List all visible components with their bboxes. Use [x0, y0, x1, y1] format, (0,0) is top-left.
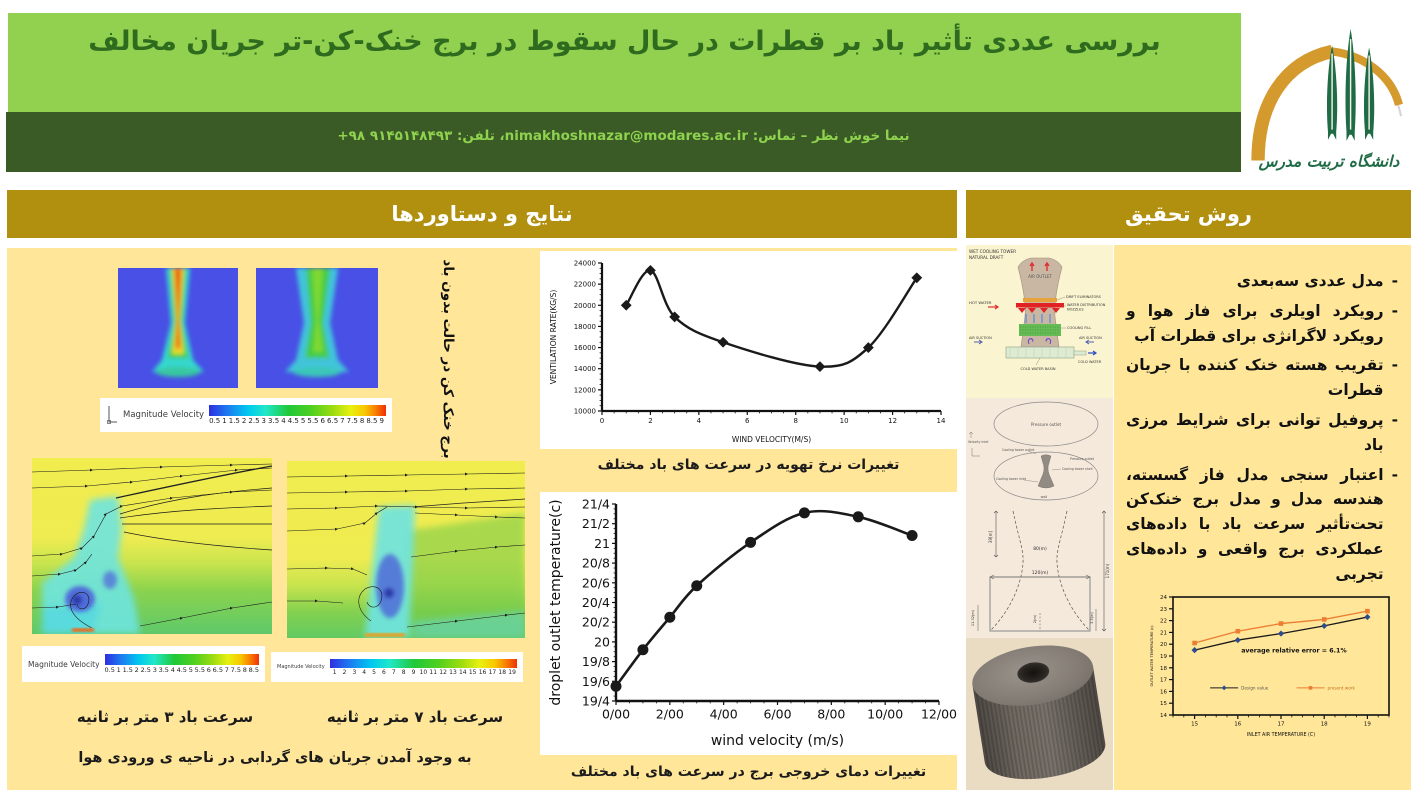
svg-text:0/00: 0/00 [601, 706, 631, 722]
cfd-streamlines-wind-7ms [287, 461, 525, 638]
colorbar-title: Magnitude Velocity [28, 659, 100, 669]
svg-text:18: 18 [1320, 721, 1328, 728]
svg-text:wind velocity (m/s): wind velocity (m/s) [710, 733, 845, 749]
svg-text:21/2: 21/2 [581, 516, 610, 532]
colorbar-ticks: 0.5 1 1.5 2 2.5 3 3.5 4 4.5 5 5.5 6 6.5 7 7.5 8 8.5 [104, 666, 260, 674]
mesh-domain-image [966, 638, 1113, 790]
svg-text:COOLING FILL: COOLING FILL [1067, 326, 1092, 330]
contact-info: نیما خوش نظر – تماس: nimakhoshnazar@modares.ac.ir، تلفن: ‎+۹۸ ۹۱۴۵۱۴۸۴۹۳ [337, 128, 910, 144]
colorbar-no-wind [100, 398, 392, 432]
axes-triad-icon [106, 404, 118, 426]
svg-text:120(m): 120(m) [1031, 571, 1049, 576]
svg-text:19/8: 19/8 [581, 654, 610, 670]
svg-text:20000: 20000 [573, 301, 596, 310]
caption-vortex: به وجود آمدن جریان های گردابی در ناحیه ی ورودی هوا [78, 750, 472, 766]
svg-text:19: 19 [1363, 721, 1371, 728]
caption-wind-3ms: سرعت باد ۳ متر بر ثانیه [76, 708, 254, 726]
method-section-title: روش تحقیق [1124, 202, 1253, 226]
no-wind-vertical-label: برج خنک کن در حالت بدون باد [440, 259, 456, 459]
svg-text:6: 6 [745, 417, 750, 425]
svg-text:INLET AIR TEMPERATURE (C): INLET AIR TEMPERATURE (C) [1246, 733, 1316, 738]
method-bullet: - رویکرد اویلری برای فاز هوا و رویکرد لاگرانژی برای قطرات آب [1126, 301, 1398, 345]
svg-text:21: 21 [594, 535, 610, 551]
university-logo-icon [1241, 0, 1417, 180]
method-bullets-list [1114, 245, 1411, 587]
svg-text:6/00: 6/00 [763, 706, 792, 722]
svg-text:15: 15 [1191, 721, 1199, 728]
method-section-header [966, 190, 1411, 238]
svg-text:171(m): 171(m) [1105, 563, 1110, 579]
svg-text:2: 2 [648, 417, 653, 425]
colorbar-ticks: 0.5 1 1.5 2 2.5 3 3.5 4 4.5 5 5.5 6 6.5 7 7.5 8 8.5 9 [209, 417, 384, 425]
svg-text:AIR SUCTION: AIR SUCTION [969, 336, 992, 340]
colorbar-gradient [209, 405, 386, 416]
svg-text:Cooling tower inlet: Cooling tower inlet [996, 477, 1027, 481]
colorbar-title: Magnitude Velocity [277, 664, 325, 670]
svg-text:19/6: 19/6 [581, 673, 610, 689]
svg-text:22: 22 [1160, 618, 1167, 625]
svg-text:80(m): 80(m) [1033, 547, 1047, 552]
results-section-title: نتایج و دستاوردها [391, 202, 573, 226]
poster-title: بررسی عددی تأثیر باد بر قطرات در حال سقوط در برج خنک-کن-تر جریان مخالف [88, 26, 1161, 57]
svg-text:18: 18 [1160, 665, 1167, 672]
svg-text:22000: 22000 [573, 280, 596, 289]
svg-text:WET COOLING TOWER: WET COOLING TOWER [969, 249, 1017, 254]
svg-text:OUTLET WATER TEMPERATURE (c): OUTLET WATER TEMPERATURE (c) [1150, 625, 1154, 687]
svg-text:2(m): 2(m) [1033, 614, 1037, 624]
svg-text:11.32(m): 11.32(m) [971, 609, 975, 627]
cfd-contour-no-wind-hot [118, 268, 238, 388]
svg-text:HOT WATER: HOT WATER [969, 300, 992, 305]
svg-text:21: 21 [1160, 630, 1167, 637]
svg-text:12/00: 12/00 [920, 706, 957, 722]
svg-text:WIND VELOCITY(M/S): WIND VELOCITY(M/S) [731, 435, 812, 444]
mesh-cylinder [968, 638, 1112, 790]
colorbar-wind-7ms [271, 652, 523, 682]
colorbar-gradient [105, 654, 259, 665]
svg-text:24: 24 [1160, 594, 1167, 601]
svg-text:8: 8 [793, 417, 798, 425]
chart-droplet-temperature [540, 492, 957, 755]
cfd-contour-no-wind-cool [256, 268, 378, 388]
computational-domain-diagram [966, 398, 1113, 505]
svg-text:2/00: 2/00 [655, 706, 684, 722]
caption-wind-7ms: سرعت باد ۷ متر بر ثانیه [326, 708, 504, 726]
svg-text:4/00: 4/00 [709, 706, 738, 722]
svg-text:10000: 10000 [573, 407, 596, 416]
chart-validation [1146, 590, 1398, 742]
colorbar-gradient [330, 659, 517, 668]
svg-text:COLD WATER BASIN: COLD WATER BASIN [1020, 367, 1056, 371]
method-bullet: - مدل عددی سه‌بعدی [1236, 272, 1398, 290]
svg-text:Design value: Design value [1241, 685, 1269, 691]
svg-text:present work: present work [1327, 685, 1355, 691]
svg-text:20/6: 20/6 [581, 575, 610, 591]
method-bullet: - پروفیل توانی برای شرایط مرزی باد [1126, 410, 1398, 454]
svg-text:21/4: 21/4 [581, 496, 610, 512]
svg-text:10/00: 10/00 [867, 706, 904, 722]
svg-text:20: 20 [1160, 642, 1167, 649]
svg-text:3.5(m): 3.5(m) [1090, 612, 1094, 624]
svg-text:17: 17 [1160, 677, 1167, 684]
svg-text:24000: 24000 [573, 259, 596, 268]
cfd-streamlines-wind-3ms [32, 458, 272, 634]
svg-text:AIR OUTLET: AIR OUTLET [1028, 274, 1052, 279]
svg-text:20/8: 20/8 [581, 555, 610, 571]
svg-text:8/00: 8/00 [817, 706, 846, 722]
svg-text:VENTILATION RATE(KG/S): VENTILATION RATE(KG/S) [549, 289, 558, 385]
svg-text:20/4: 20/4 [581, 595, 610, 610]
svg-text:AIR SUCTION: AIR SUCTION [1079, 336, 1102, 340]
svg-text:wall: wall [1040, 495, 1048, 499]
svg-text:12000: 12000 [573, 386, 596, 395]
svg-text:Cooling tower outlet: Cooling tower outlet [1002, 448, 1035, 452]
svg-text:23: 23 [1160, 606, 1167, 613]
chart-ventilation-rate [540, 251, 957, 449]
svg-text:Pressure outlet: Pressure outlet [1070, 457, 1094, 461]
caption-chart-ventilation: تغییرات نرخ تهویه در سرعت های باد مختلف [597, 457, 900, 473]
svg-text:16: 16 [1234, 721, 1242, 728]
svg-text:16: 16 [1160, 689, 1167, 696]
svg-text:average relative error = 6.1%: average relative error = 6.1% [1241, 647, 1347, 655]
colorbar-wind-3ms [22, 646, 265, 682]
svg-text:19: 19 [1160, 653, 1167, 660]
svg-text:14: 14 [936, 417, 946, 425]
university-logo [1241, 0, 1417, 180]
svg-text:Cooling tower shell: Cooling tower shell [1062, 467, 1093, 471]
svg-text:19/4: 19/4 [581, 693, 610, 709]
svg-text:17: 17 [1277, 721, 1285, 728]
caption-chart-droplet-temp: تغییرات دمای خروجی برج در سرعت های باد مختلف [570, 764, 927, 780]
svg-text:16000: 16000 [573, 344, 596, 353]
colorbar-ticks: 1 2 3 4 5 6 7 8 9 10 11 12 13 14 15 16 17 18 19 [332, 668, 516, 676]
svg-text:20/2: 20/2 [581, 614, 610, 630]
svg-text:NATURAL DRAFT: NATURAL DRAFT [969, 255, 1004, 260]
colorbar-title: Magnitude Velocity [123, 410, 205, 420]
svg-text:20: 20 [594, 634, 610, 650]
svg-text:droplet outlet temperature(c): droplet outlet temperature(c) [548, 499, 564, 706]
university-logo-text: دانشگاه تربیت مدرس [1258, 152, 1400, 171]
svg-text:Pressure outlet: Pressure outlet [1030, 422, 1062, 427]
svg-text:18000: 18000 [573, 322, 596, 331]
title-banner [8, 13, 1241, 112]
svg-text:14: 14 [1160, 712, 1167, 719]
svg-text:12: 12 [888, 417, 898, 425]
method-bullet: - تقریب هسته خنک کننده با جریان قطرات [1126, 356, 1398, 400]
contact-strip [6, 112, 1241, 172]
results-section-header [7, 190, 957, 238]
svg-text:15: 15 [1160, 701, 1167, 708]
method-bullet: - اعتبار سنجی مدل فاز گسسته، هندسه مدل و مدل برج خنک‌کن تحت‌تأثیر سرعت باد با داده‌های عملکردی برج واقعی و داده‌های تجربی [1126, 465, 1398, 583]
wet-cooling-tower-diagram [966, 245, 1113, 398]
svg-text:0: 0 [599, 417, 605, 425]
svg-text:COLD WATER: COLD WATER [1078, 360, 1102, 364]
svg-text:Velocity inlet: Velocity inlet [968, 440, 989, 444]
svg-text:14000: 14000 [573, 365, 596, 374]
svg-text:NOZZLES: NOZZLES [1067, 307, 1084, 312]
tower-dimensions-diagram [966, 505, 1113, 638]
svg-text:39[m]: 39[m] [988, 530, 993, 544]
svg-text:4: 4 [696, 417, 702, 425]
svg-text:10: 10 [839, 417, 849, 425]
svg-text:DRIFT ELIMINATORS: DRIFT ELIMINATORS [1066, 295, 1101, 299]
svg-text:WATER DISTRIBUTION: WATER DISTRIBUTION [1067, 303, 1106, 307]
